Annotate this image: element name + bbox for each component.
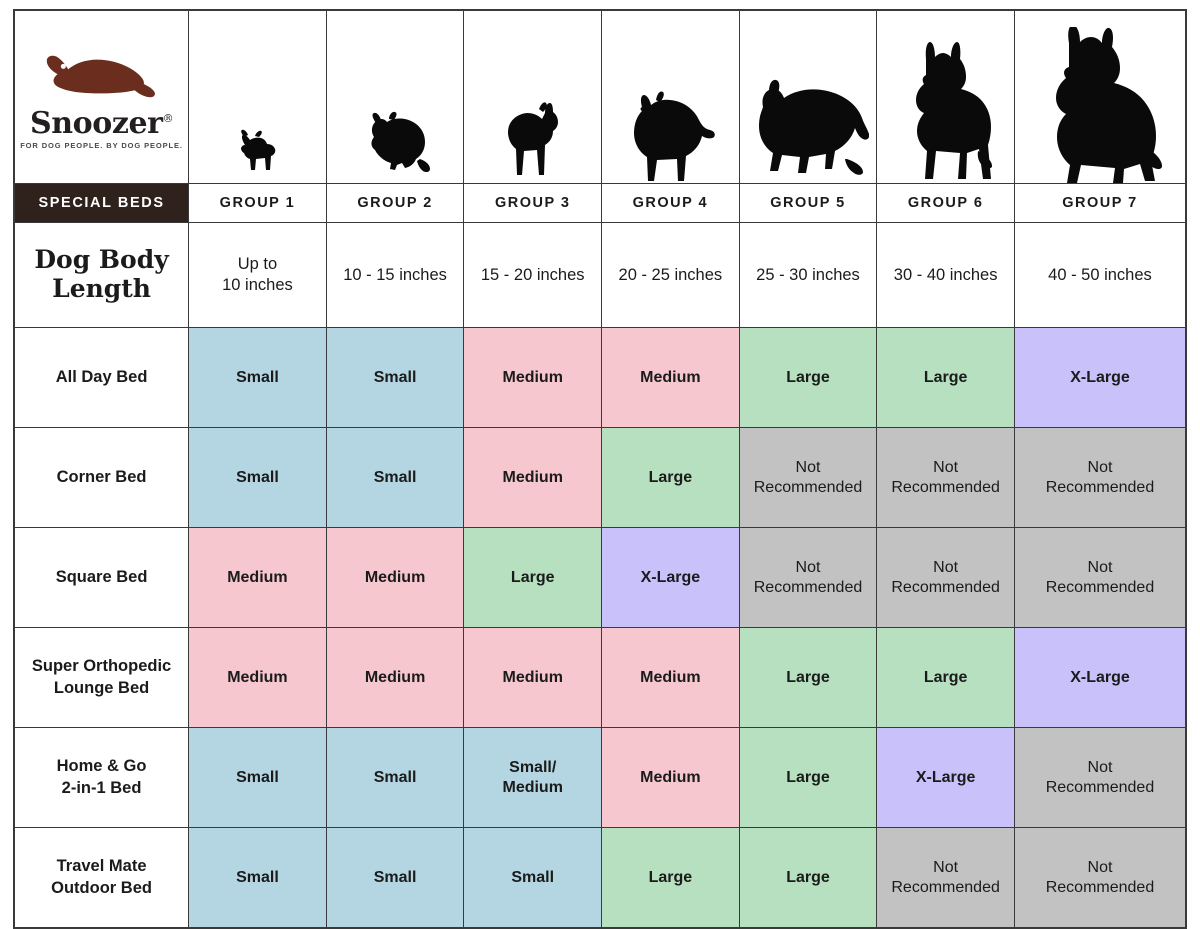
size-cell	[739, 328, 877, 428]
size-value-line: Small	[236, 368, 279, 386]
body-length-cell-4	[602, 223, 740, 328]
size-value-line: Small	[373, 868, 417, 886]
size-cell	[877, 428, 1015, 528]
row-header-label: Dog Body Length	[34, 245, 169, 303]
size-value-line: Recommended	[1045, 878, 1155, 896]
body-length-row-header	[14, 223, 189, 328]
size-value	[189, 568, 326, 588]
length-value: 30 - 40 inches	[893, 265, 998, 284]
size-cell	[326, 728, 464, 828]
length-value: Up to 10 inches	[222, 255, 293, 294]
size-cell	[464, 828, 602, 929]
length-value: 40 - 50 inches	[1048, 265, 1152, 284]
product-row-header	[14, 328, 189, 428]
size-value-line: Large	[648, 868, 693, 886]
size-value-line: Large	[786, 768, 830, 786]
silhouette-group-3	[464, 10, 602, 184]
size-cell	[464, 428, 602, 528]
product-name-label	[15, 856, 188, 899]
group-label: GROUP 6	[907, 195, 984, 211]
group-label-row	[14, 184, 1186, 223]
size-value	[1015, 558, 1185, 598]
silhouette-group-2	[326, 10, 464, 184]
product-row	[14, 428, 1186, 528]
size-value	[464, 668, 601, 688]
brand-tagline: FOR DOG PEOPLE. BY DOG PEOPLE.	[20, 140, 183, 150]
size-cell	[189, 828, 327, 929]
size-cell	[189, 728, 327, 828]
product-row-header	[14, 528, 189, 628]
size-cell	[189, 328, 327, 428]
size-cell	[739, 728, 877, 828]
size-value	[877, 858, 1014, 898]
size-value	[189, 368, 326, 388]
product-row	[14, 528, 1186, 628]
size-cell	[326, 328, 464, 428]
product-row	[14, 328, 1186, 428]
body-length-cell-5	[739, 223, 877, 328]
size-value	[602, 868, 739, 888]
product-name-label	[15, 567, 188, 588]
product-name-label	[15, 467, 188, 488]
group-label: GROUP 1	[219, 195, 296, 211]
size-value	[189, 868, 326, 888]
size-value-line: Not	[1087, 458, 1113, 476]
size-value	[1015, 858, 1185, 898]
size-value-line: X-Large	[1070, 668, 1130, 686]
size-cell	[1014, 828, 1186, 929]
size-value-line: X-Large	[640, 568, 701, 586]
size-value-line: X-Large	[1070, 368, 1130, 386]
size-cell	[739, 628, 877, 728]
product-row	[14, 828, 1186, 929]
product-row-header	[14, 628, 189, 728]
length-value: 25 - 30 inches	[756, 265, 860, 284]
body-length-cell-1	[189, 223, 327, 328]
size-cell	[602, 528, 740, 628]
size-cell	[1014, 328, 1186, 428]
group-header-2	[326, 184, 464, 223]
size-value-line: Medium	[364, 668, 426, 686]
size-value	[877, 368, 1014, 388]
size-value-line: Large	[786, 668, 830, 686]
size-cell	[464, 628, 602, 728]
size-value-line: Small	[236, 768, 279, 786]
size-value-line: Medium	[502, 468, 563, 486]
size-value-line: Small	[511, 868, 555, 886]
size-cell	[602, 328, 740, 428]
size-value-line: Large	[510, 568, 555, 586]
size-value-line: Recommended	[891, 578, 1000, 596]
size-value	[464, 758, 601, 798]
size-value	[189, 468, 326, 488]
size-cell	[326, 828, 464, 929]
product-name-label	[15, 367, 188, 388]
group-header-7	[1014, 184, 1186, 223]
group-label: GROUP 3	[494, 195, 571, 211]
size-value	[740, 558, 877, 598]
size-cell	[602, 728, 740, 828]
silhouette-row	[14, 10, 1186, 184]
size-value	[740, 458, 877, 498]
size-value-line: Large	[923, 368, 968, 386]
silhouette-group-6	[877, 10, 1015, 184]
size-value-line: Small	[373, 368, 417, 386]
size-cell	[877, 628, 1015, 728]
size-value-line: Large	[786, 368, 830, 386]
product-name-line: Corner Bed	[56, 467, 147, 486]
size-value	[327, 868, 464, 888]
size-value-line: Not	[795, 458, 821, 476]
length-value: 10 - 15 inches	[343, 265, 447, 284]
size-value	[602, 768, 739, 788]
dog-bed-size-chart	[13, 9, 1187, 929]
size-cell	[739, 528, 877, 628]
size-value	[602, 468, 739, 488]
size-value	[327, 568, 464, 588]
size-value-line: Medium	[640, 668, 701, 686]
group-header-4	[602, 184, 740, 223]
size-cell	[602, 628, 740, 728]
size-cell	[189, 528, 327, 628]
size-cell	[326, 528, 464, 628]
size-value	[740, 868, 877, 888]
product-name-line: 2-in-1 Bed	[61, 778, 142, 797]
size-value-line: Not	[933, 858, 959, 876]
product-name-line: Home & Go	[56, 757, 147, 776]
body-length-cell-3	[464, 223, 602, 328]
group-label: GROUP 2	[357, 195, 433, 211]
product-row	[14, 728, 1186, 828]
size-value	[1015, 458, 1185, 498]
size-cell	[877, 528, 1015, 628]
size-value	[740, 768, 877, 788]
size-value-line: Not	[1087, 858, 1113, 876]
special-beds-label: SPECIAL BEDS	[15, 184, 188, 222]
size-cell	[464, 528, 602, 628]
size-value	[877, 458, 1014, 498]
size-value	[877, 768, 1014, 788]
group-header-6	[877, 184, 1015, 223]
size-value-line: Large	[648, 468, 693, 486]
size-value	[189, 668, 326, 688]
size-value-line: Recommended	[1045, 578, 1155, 596]
product-name-line: Travel Mate	[56, 857, 147, 876]
brand-logo-cell	[14, 10, 189, 184]
size-value	[464, 568, 601, 588]
size-value	[327, 768, 464, 788]
size-cell	[877, 728, 1015, 828]
product-name-line: Outdoor Bed	[51, 878, 152, 897]
size-value-line: Recommended	[753, 578, 863, 596]
size-cell	[877, 328, 1015, 428]
size-value	[740, 368, 877, 388]
silhouette-group-4	[602, 10, 740, 184]
product-name-label	[15, 656, 188, 699]
size-value	[1015, 758, 1185, 798]
product-name-label	[15, 756, 188, 799]
group-label: GROUP 4	[632, 195, 709, 211]
group-label: GROUP 5	[770, 195, 846, 211]
size-cell	[326, 428, 464, 528]
size-value-line: Not	[1087, 758, 1113, 776]
size-value-line: Not	[933, 458, 959, 476]
group-header-3	[464, 184, 602, 223]
size-value-line: Recommended	[1045, 478, 1155, 496]
size-value-line: Medium	[227, 568, 288, 586]
size-cell	[464, 328, 602, 428]
group-header-5	[739, 184, 877, 223]
size-value-line: Medium	[502, 668, 563, 686]
length-value: 15 - 20 inches	[480, 265, 585, 284]
size-value	[602, 368, 739, 388]
size-value	[464, 468, 601, 488]
size-value-line: Recommended	[891, 878, 1000, 896]
size-cell	[1014, 628, 1186, 728]
size-value	[740, 668, 877, 688]
body-length-row	[14, 223, 1186, 328]
length-value: 20 - 25 inches	[618, 265, 723, 284]
size-value	[464, 368, 601, 388]
size-value-line: Medium	[364, 568, 426, 586]
body-length-cell-7	[1014, 223, 1186, 328]
size-cell	[602, 828, 740, 929]
product-name-line: Lounge Bed	[53, 678, 150, 697]
product-row-header	[14, 728, 189, 828]
brand-wordmark: Snoozer®	[29, 105, 174, 141]
size-value-line: Small/	[509, 758, 557, 776]
snoozer-dog-logo-icon	[44, 45, 160, 107]
size-value	[602, 568, 739, 588]
size-value-line: Medium	[640, 368, 701, 386]
body-length-cell-2	[326, 223, 464, 328]
size-cell	[326, 628, 464, 728]
size-value-line: Recommended	[891, 478, 1000, 496]
product-row	[14, 628, 1186, 728]
size-cell	[602, 428, 740, 528]
size-value-line: Small	[236, 468, 279, 486]
size-value-line: Large	[786, 868, 830, 886]
size-cell	[189, 628, 327, 728]
size-value-line: Not	[933, 558, 959, 576]
size-value-line: Large	[923, 668, 968, 686]
size-cell	[877, 828, 1015, 929]
group-label: GROUP 7	[1062, 195, 1138, 211]
silhouette-group-1	[189, 10, 327, 184]
size-value	[602, 668, 739, 688]
product-name-line: Square Bed	[55, 567, 148, 586]
size-cell	[189, 428, 327, 528]
size-value	[327, 468, 464, 488]
size-value-line: X-Large	[915, 768, 976, 786]
size-value-line: Medium	[502, 778, 563, 796]
silhouette-group-5	[739, 10, 877, 184]
size-value-line: Not	[1087, 558, 1113, 576]
size-value-line: Medium	[640, 768, 701, 786]
size-value-line: Not	[795, 558, 821, 576]
size-value	[327, 368, 464, 388]
size-value	[464, 868, 601, 888]
size-value	[877, 668, 1014, 688]
size-cell	[739, 828, 877, 929]
group-header-1	[189, 184, 327, 223]
size-value-line: Medium	[227, 668, 288, 686]
size-value	[1015, 368, 1185, 388]
size-cell	[1014, 728, 1186, 828]
size-value-line: Small	[236, 868, 279, 886]
size-value-line: Small	[373, 468, 417, 486]
product-row-header	[14, 828, 189, 929]
size-value	[877, 558, 1014, 598]
product-name-line: All Day Bed	[55, 367, 148, 386]
size-value-line: Medium	[502, 368, 563, 386]
product-row-header	[14, 428, 189, 528]
size-value	[1015, 668, 1185, 688]
product-name-line: Super Orthopedic	[31, 657, 172, 676]
size-cell	[1014, 428, 1186, 528]
size-value-line: Small	[373, 768, 417, 786]
size-value-line: Recommended	[1045, 778, 1155, 796]
size-value	[327, 668, 464, 688]
body-length-cell-6	[877, 223, 1015, 328]
size-value	[189, 768, 326, 788]
special-beds-header	[14, 184, 189, 223]
size-value-line: Recommended	[753, 478, 863, 496]
size-cell	[739, 428, 877, 528]
size-cell	[464, 728, 602, 828]
silhouette-group-7	[1014, 10, 1186, 184]
size-cell	[1014, 528, 1186, 628]
